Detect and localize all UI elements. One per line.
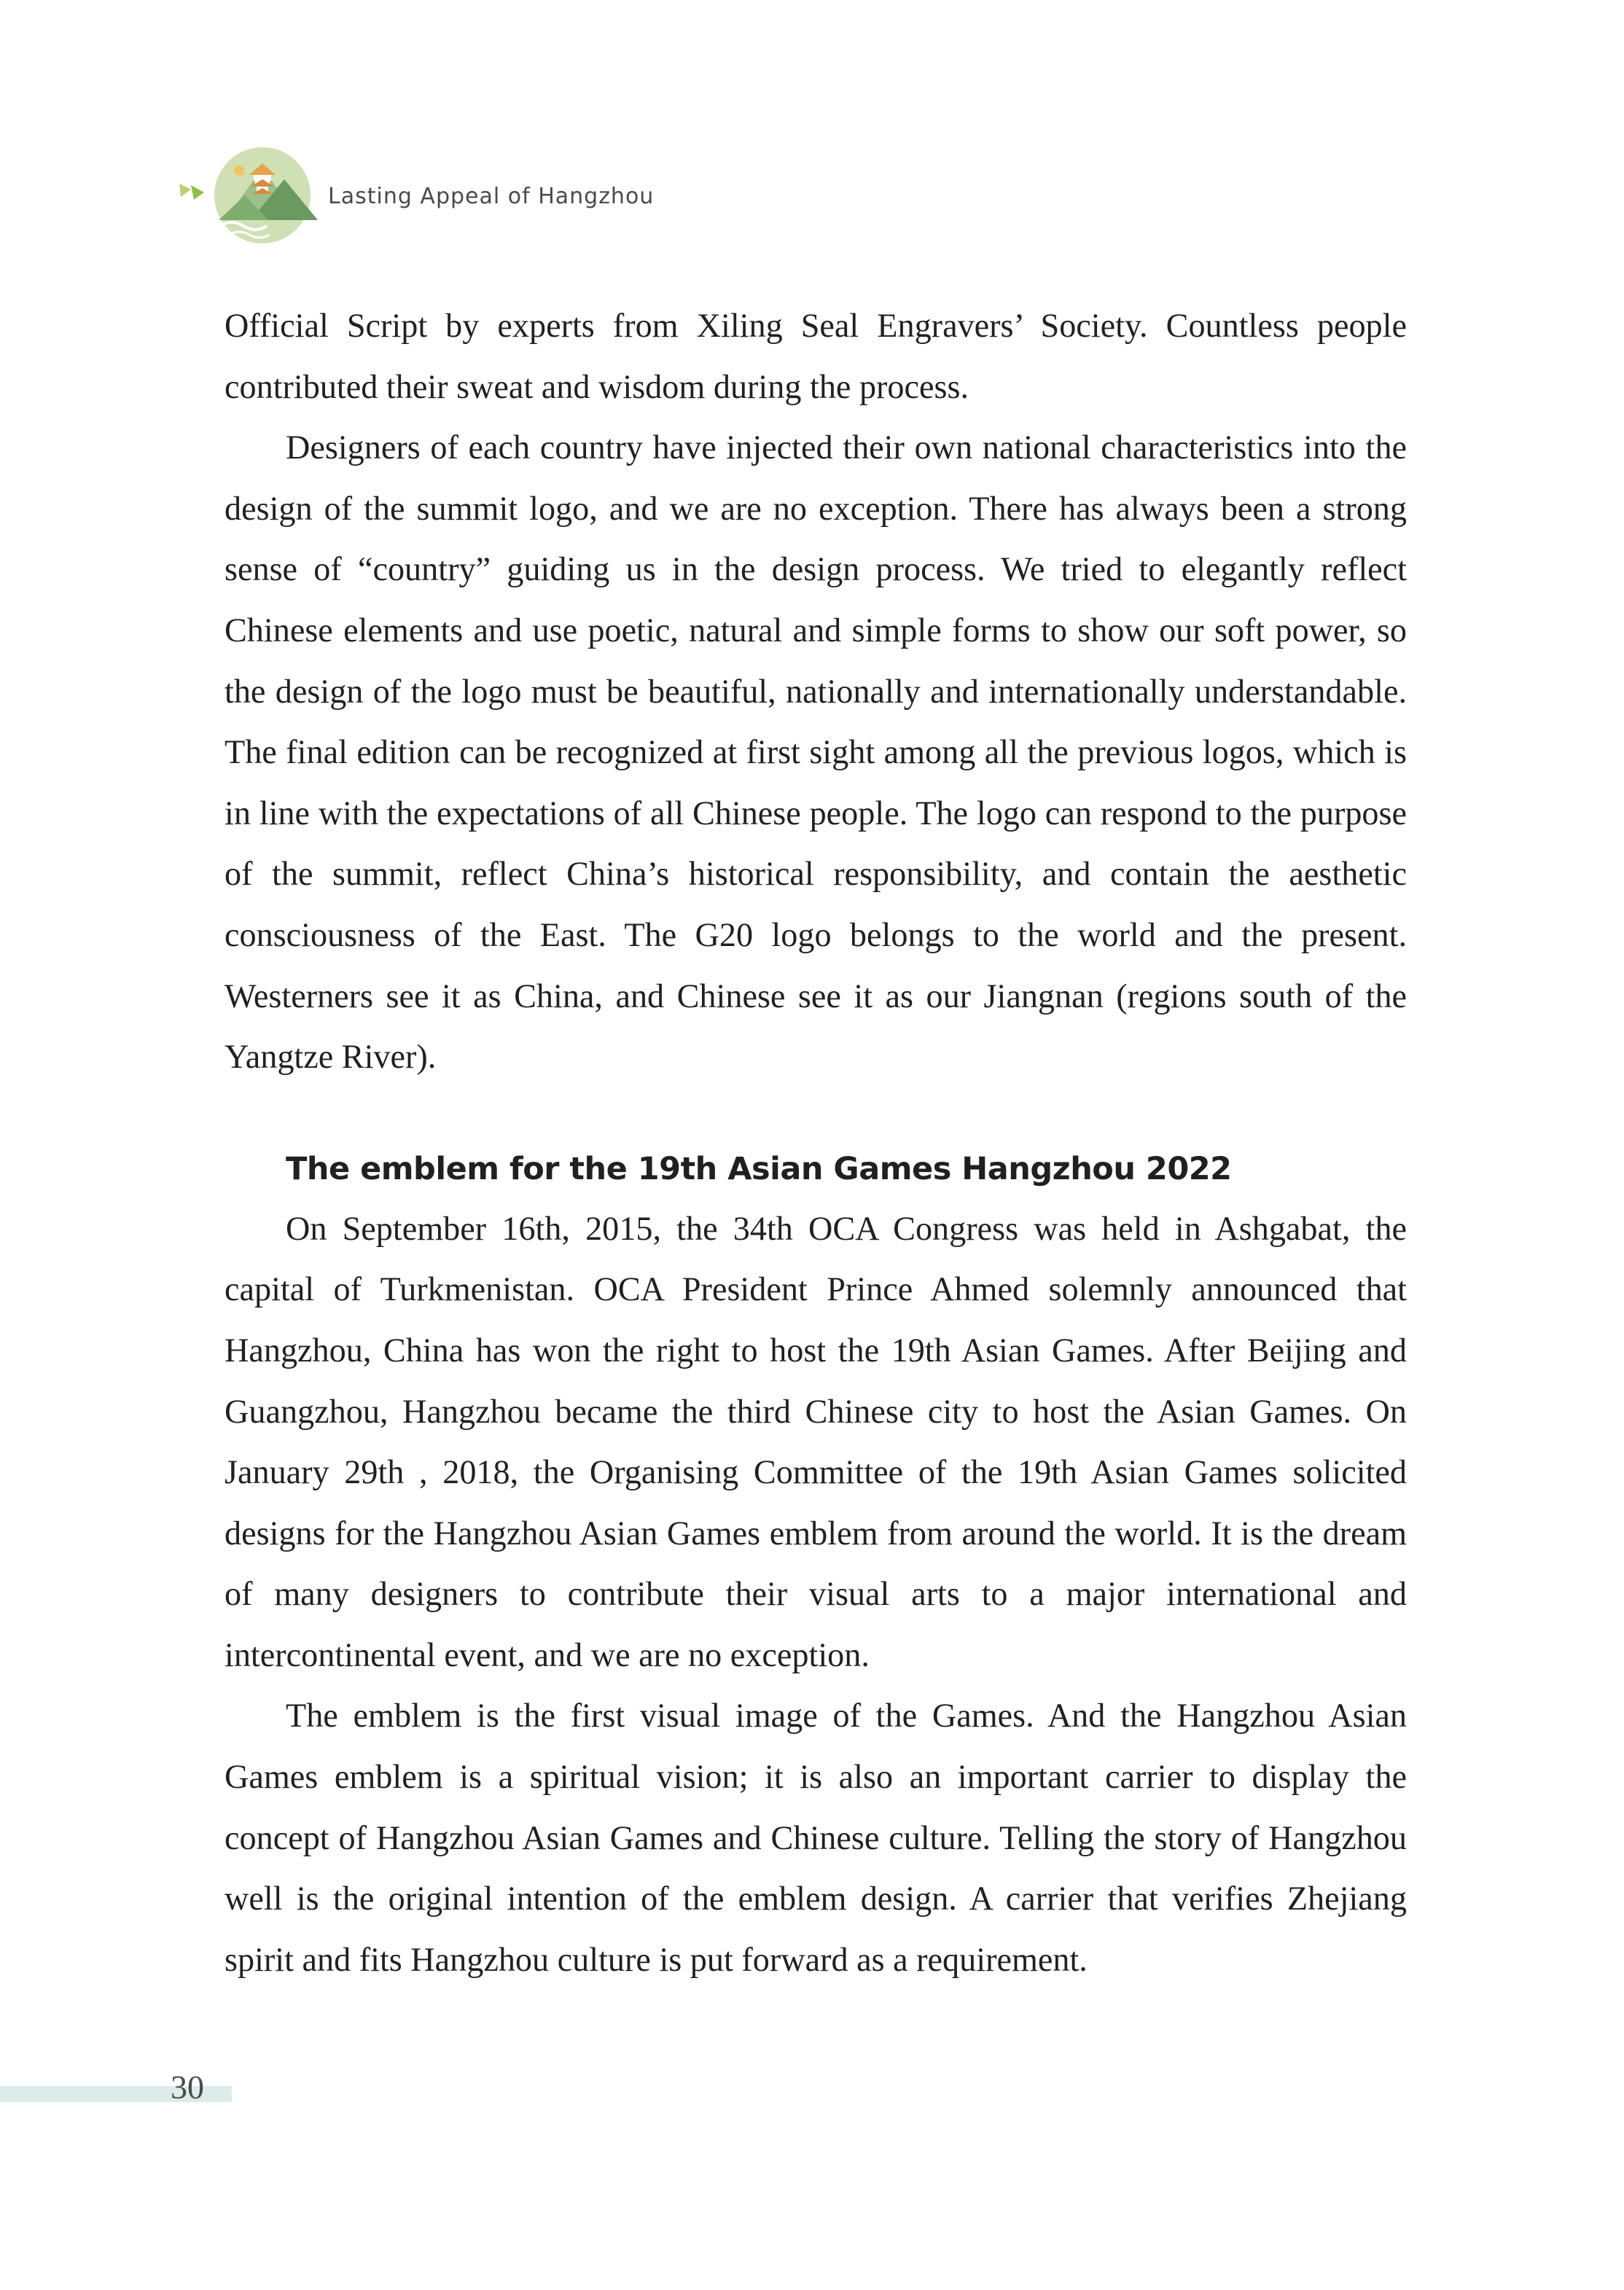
page-number: 30 (171, 2068, 204, 2106)
paragraph-emblem-purpose: The emblem is the first visual image of the Games. And the Hangzhou Asian Games emblem is a spiritual vision; it is also an important carrier to display the concept of Hangzhou Asian Games and Chinese culture. Telling the story of Hangzhou well is the original intention of the emblem design. A carrier that verifies Zhejiang spirit and fits Hangzhou culture is put forward as a requirement. (225, 1697, 1407, 1978)
section-heading: The emblem for the 19th Asian Games Hangzhou 2022 (286, 1150, 1232, 1187)
running-header-title: Lasting Appeal of Hangzhou (328, 184, 655, 209)
paragraph-asian-games-bid: On September 16th, 2015, the 34th OCA Congress was held in Ashgabat, the capital of Turkmenistan. OCA President Prince Ahmed solemnly announced that Hangzhou, China has won the right to host the 19th Asian Games. After Beijing and Guangzhou, Hangzhou became the third Chinese city to host the Asian Games. On January 29th , 2018, the Organising Committee of the 19th Asian Games solicited designs for the Hangzhou Asian Games emblem from around the world. It is the dream of many designers to contribute their visual arts to a major international and intercontinental event, and we are no exception. (225, 1209, 1407, 1673)
pagoda-mountain-logo-icon (175, 138, 321, 248)
running-header (175, 138, 685, 248)
paragraph-continued: Official Script by experts from Xiling Seal Engravers’ Society. Countless people contributed their sweat and wisdom during the process. (225, 307, 1407, 405)
page-body (225, 295, 1407, 1990)
paragraph-g20-logo: Designers of each country have injected their own national characteristics into the design of the summit logo, and we are no exception. There has always been a strong sense of “country” guiding us in the design process. We tried to elegantly reflect Chinese elements and use poetic, natural and simple forms to show our soft power, so the design of the logo must be beautiful, nationally and internationally understandable. The final edition can be recognized at first sight among all the previous logos, which is in line with the expectations of all Chinese people. The logo can respond to the purpose of the summit, reflect China’s historical responsibility, and contain the aesthetic consciousness of the East. The G20 logo belongs to the world and the present. Westerners see it as China, and Chinese see it as our Jiangnan (regions south of the Yangtze River). (225, 429, 1407, 1076)
